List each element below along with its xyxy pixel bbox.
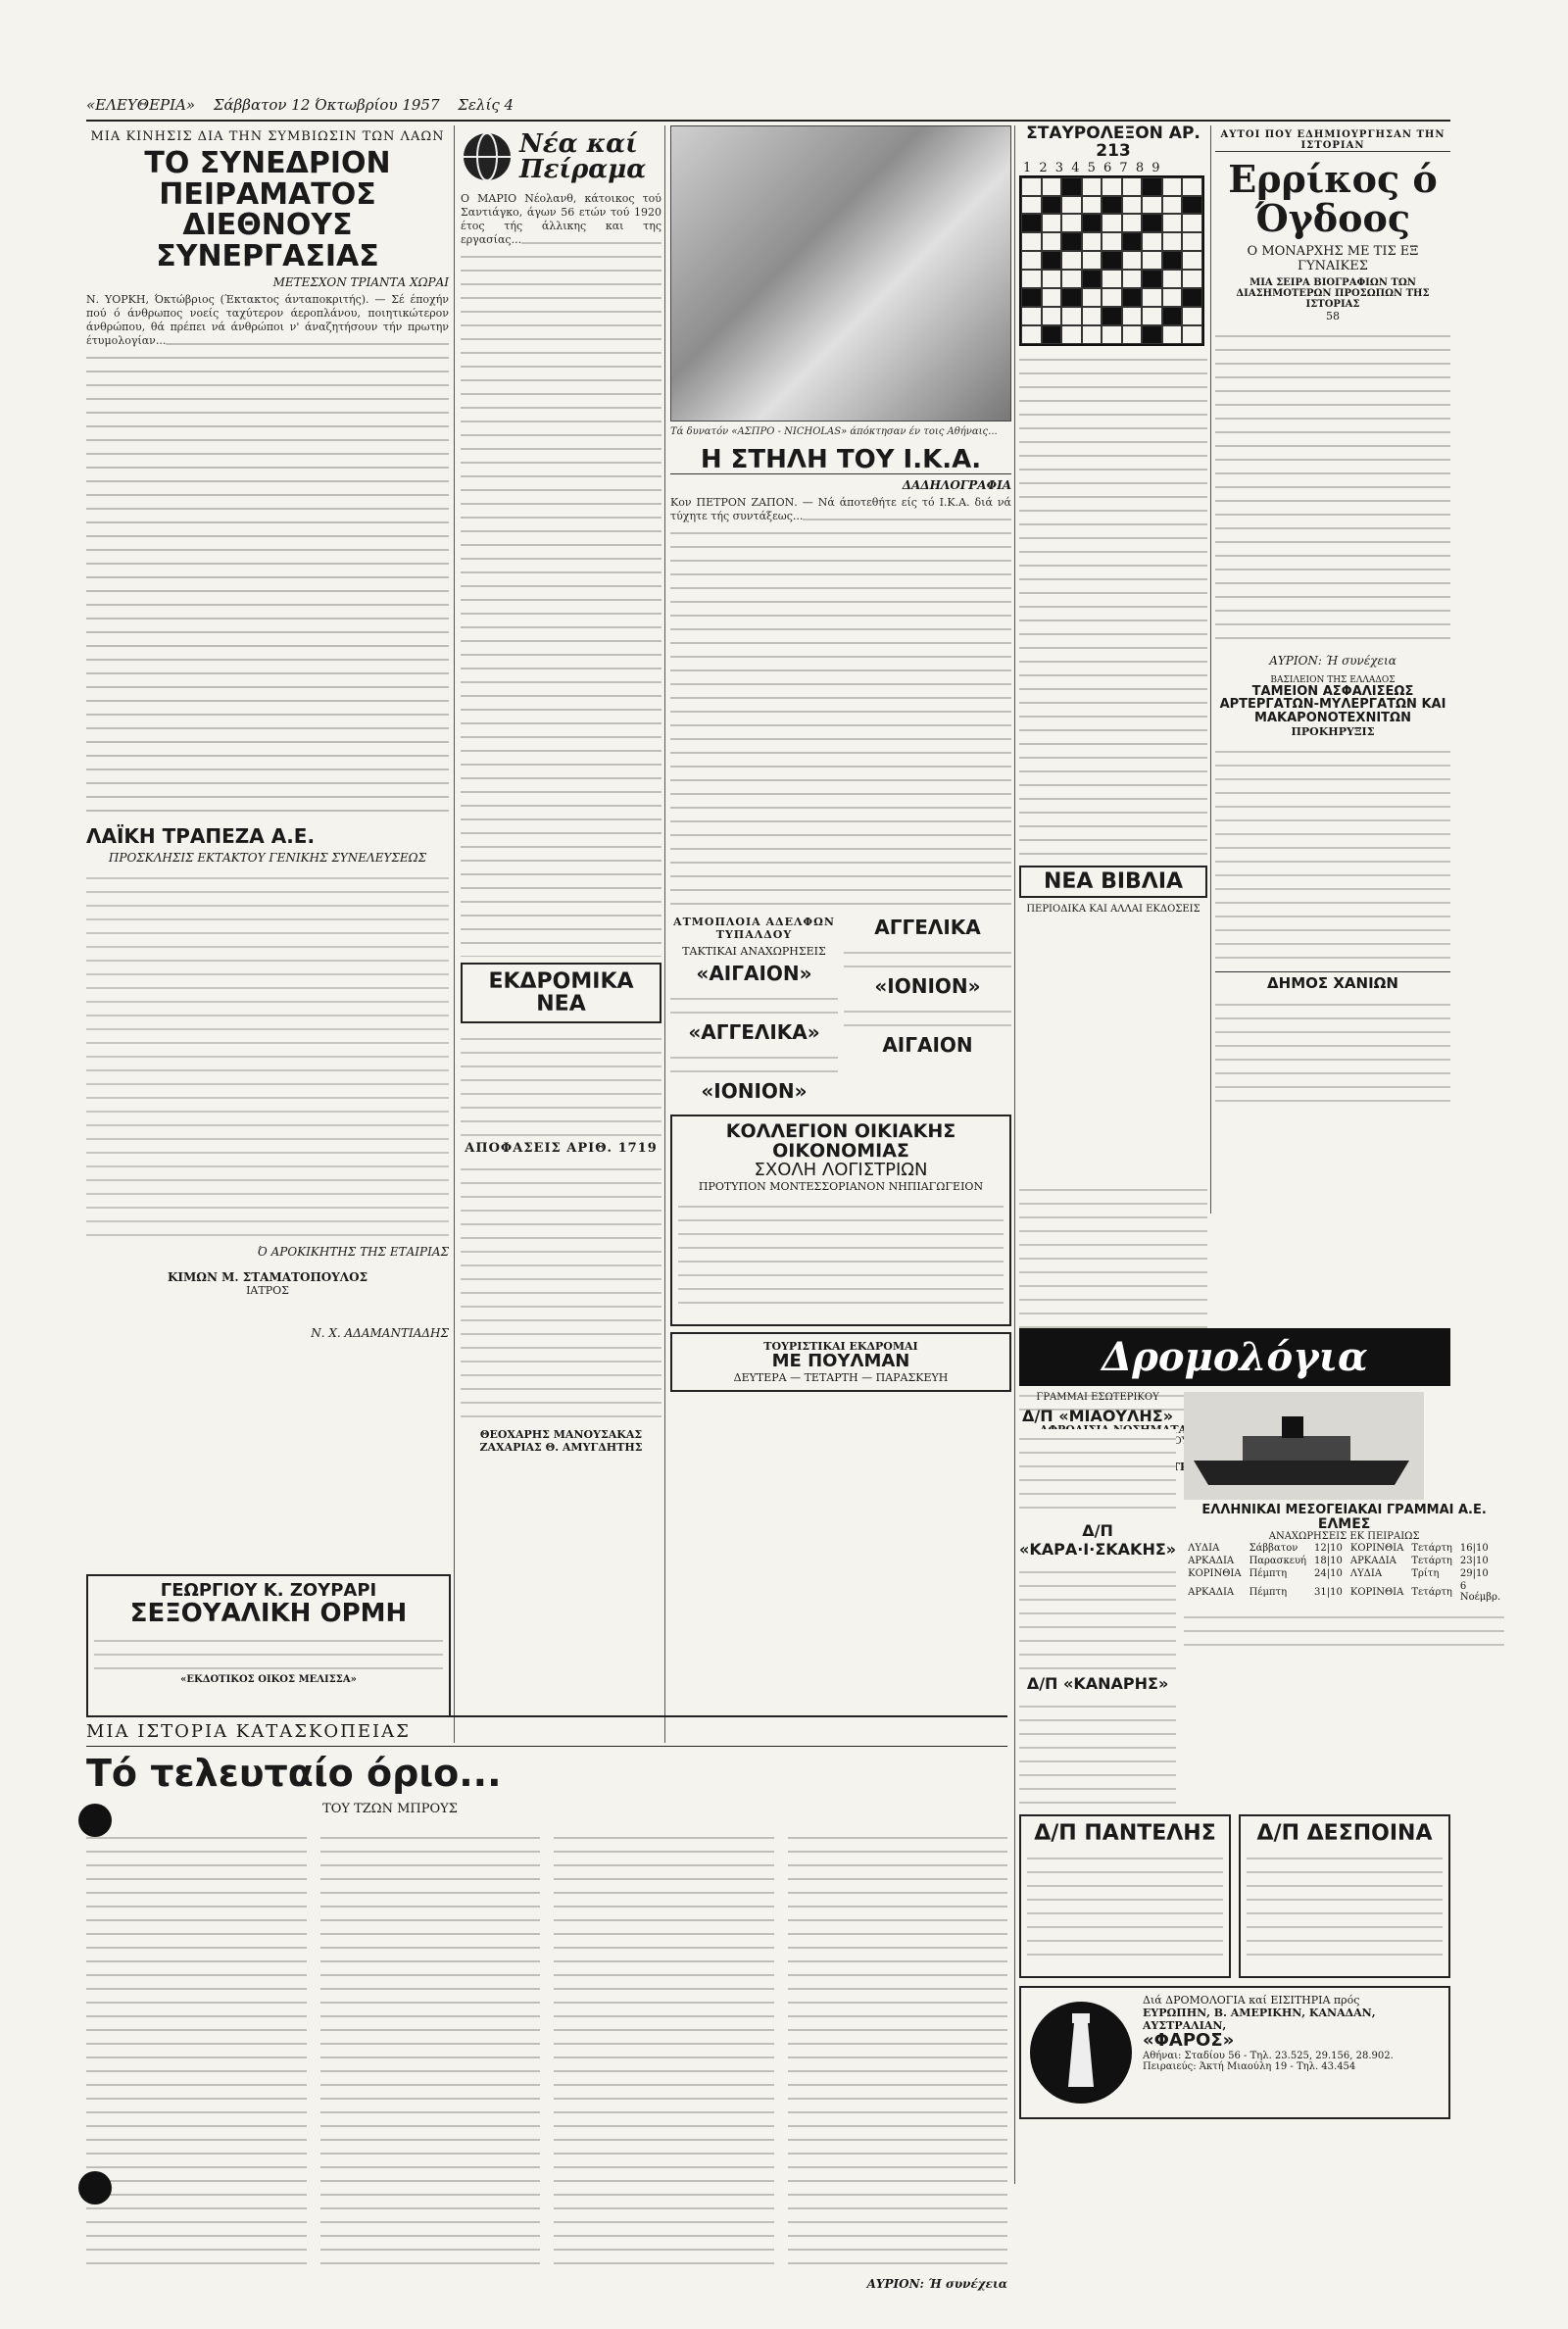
column-title: Η ΣΤΗΛΗ ΤΟΥ Ι.Κ.Α. [670,447,1011,474]
table-row [1184,1542,1504,1555]
pharos-name: «ΦΑΡΟΣ» [1143,2030,1235,2052]
column-subtitle: ΔΑΔΗΛΟΓΡΑΦΙΑ [902,478,1011,493]
column-4 [1019,125,1207,1204]
ferry-pair [1019,1814,1450,1978]
day-cell: Πέμπτη [1249,1568,1288,1580]
ferry-box [1019,1814,1231,1978]
story-title: Τό τελευταίο όριο... [86,1752,502,1795]
story-kicker: ΜΙΑ ΙΣΤΟΡΙΑ ΚΑΤΑΣΚΟΠΕΙΑΣ [86,1721,411,1742]
municipality-title: ΔΗΜΟΣ ΧΑΝΙΩΝ [1215,971,1450,992]
subhead: ΜΕΤΕΣΧΟΝ ΤΡΙΑΝΤΑ ΧΩΡΑΙ [272,275,449,289]
lighthouse-icon [1027,1994,1135,2111]
continued-note: ΑΥΡΙΟΝ: Ή συνέχεια [1269,653,1396,668]
books-subtitle: ΠΕΡΙΟΔΙΚΑ ΚΑΙ ΑΛΛΑΙ ΕΚΔΟΣΕΙΣ [1026,903,1200,915]
day-cell: Παρασκευή [1249,1556,1307,1567]
ship-cell: ΚΟΡΙΝΘΙΑ [1188,1568,1242,1580]
fund-kicker: ΒΑΣΙΛΕΙΟΝ ΤΗΣ ΕΛΛΑΔΟΣ [1270,674,1396,685]
ship-name: Δ/Π «ΚΑΡΑ·Ι·ΣΚΑΚΗΣ» [1019,1521,1177,1559]
day-cell: Τρίτη [1411,1568,1440,1580]
day-cell: Σάββατον [1249,1543,1298,1555]
signature: Ν. Χ. ΑΔΑΜΑΝΤΙΑΔΗΣ [311,1326,449,1340]
story-header [86,1715,1007,1747]
doctor-role: ΙΑΤΡΟΣ [246,1284,289,1297]
fund-body [1215,742,1450,967]
article-text: Ν. ΥΟΡΚΗ, Όκτώβριος (Έκτακτος άνταποκριτής). — Σέ έποχήν πού ό άνθρωπος νοείς ταχύτερον άεροπλάνου, ποιητικώτερον άνθρώπου, θά πρέπει νά άνθρώποι ν' άναζητήσουν τήν πρωτην έτυμολογίαν... [86,293,449,347]
spy-story [86,1715,1007,2304]
article-body [86,293,449,822]
company-short: ΕΛΜΕΣ [1317,1515,1371,1532]
date-cell: 23|10 [1459,1556,1489,1567]
table-row [1184,1567,1504,1580]
bank-sign: Ό ΑΡΟΚΙΚΗΤΗΣ ΤΗΣ ΕΤΑΙΡΙΑΣ [257,1245,449,1259]
date-cell: 16|10 [1459,1543,1489,1555]
headline: ΤΟ ΣΥΝΕΔΡΙΟΝ ΠΕΙΡΑΜΑΤΟΣ ΔΙΕΘΝΟΥΣ ΣΥΝΕΡΓΑΣΙΑΣ [144,146,391,273]
section-title [461,125,662,188]
ad-title: ΣΕΞΟΥΑΛΙΚΗ ΟΡΜΗ [129,1598,408,1628]
doctor-name: ΚΙΜΩΝ Μ. ΣΤΑΜΑΤΟΠΟΥΛΟΣ [167,1270,368,1284]
headline: Ερρίκος ό Όγδοος [1228,157,1438,240]
story-columns [86,1824,1007,2273]
ship-name: Δ/Π «ΚΑΝΑΡΗΣ» [1026,1674,1169,1693]
column-body [670,496,1011,908]
shipping-banner: Δρομολόγια [1019,1328,1450,1386]
ship-cell: ΑΡΚΑΔΙΑ [1349,1556,1396,1567]
story-author: ΤΟΥ ΤΖΩΝ ΜΠΡΟΥΣ [322,1801,458,1816]
crossword-clues [1019,350,1207,860]
municipality-body [1215,995,1450,1103]
ferries-right [844,912,1011,1107]
ad-body [94,1631,443,1670]
ship-info [670,989,838,1016]
ship-cell: ΑΡΚΑΔΙΑ [1188,1586,1235,1598]
ferry-schedule [1027,1849,1223,1966]
college-subtitle: ΣΧΟΛΗ ΛΟΓΙΣΤΡΙΩΝ [754,1160,928,1181]
ship-schedule [1019,1562,1176,1670]
ship-name: «ΑΓΓΕΛΙΚΑ» [688,1020,820,1045]
ship-cell: ΚΟΡΙΝΘΙΑ [1349,1543,1404,1555]
biography-body [1215,326,1450,650]
column-text: Κον ΠΕΤΡΟΝ ΖΑΠΟΝ. — Νά άποτεθήτε είς τό Ι.Κ.Α. διά νά τύχητε τής συντάξεως... [670,496,1011,523]
installment-number: 58 [1326,309,1340,322]
date-cell: 29|10 [1459,1568,1489,1580]
ad-author: ΓΕΩΡΓΙΟΥ Κ. ΖΟΥΡΑΡΙ [160,1580,377,1601]
article-text: Ο ΜΑΡΙΟ Νέολανθ, κάτοικος τού Σαντιάγκο, άγων 56 ετών τού 1920 έτος τής άλλικης και της εργασίας... [461,192,662,246]
column-3 [670,125,1011,1615]
signatory-1: ΘΕΟΧΑΡΗΣ ΜΑΝΟΥΣΑΚΑΣ [479,1428,643,1442]
ship-cell: ΑΡΚΑΔΙΑ [1188,1556,1235,1567]
books-title: ΝΕΑ ΒΙΒΛΙΑ [1043,868,1184,894]
ink-blot [78,1804,112,1837]
issue-date: Σάββατον 12 Όκτωβρίου 1957 [213,96,440,114]
departures-table [1184,1542,1504,1604]
kicker: ΜΙΑ ΚΙΝΗΣΙΣ ΔΙΑ ΤΗΝ ΣΥΜΒΙΩΣΙΝ ΤΩΝ ΛΑΩΝ [90,129,445,144]
pharos-address-2: Πειραιεύς: Άκτή Μιαούλη 19 - Τηλ. 43.454 [1143,2060,1356,2072]
crossword-numbers: 1 2 3 4 5 6 7 8 9 [1023,160,1162,175]
column-rule [454,125,455,1743]
ship-icon [1184,1392,1424,1500]
tour-ad [670,1332,1011,1392]
date-cell: 24|10 [1314,1568,1343,1580]
title-part-b: Πείραμα [519,155,647,184]
college-body [678,1197,1004,1314]
ferries-left [670,912,838,1107]
ship-name: ΑΙΓΑΙΟΝ [882,1033,973,1058]
book-ad [86,1574,451,1717]
crossword-grid [1019,175,1204,346]
column-rule [664,125,665,1743]
mediterranean-lines [1184,1392,1504,1809]
pharos-ad [1019,1986,1450,2119]
ink-blot [78,2171,112,2205]
company-contact [1184,1608,1504,1647]
excursions-title: ΕΚΔΡΟΜΙΚΑ ΝΕΑ [461,963,662,1023]
byline: ΜΙΑ ΣΕΙΡΑ ΒΙΟΓΡΑΦΙΩΝ ΤΩΝ ΔΙΑΣΗΜΟΤΕΡΩΝ ΠΡΟΣΩΠΩΝ ΤΗΣ ΙΣΤΟΡΙΑΣ [1236,276,1430,310]
shipping-section [1019,1328,1501,2308]
ship-schedule [1019,1429,1176,1517]
day-cell: Τετάρτη [1411,1586,1452,1598]
kicker: ΑΥΤΟΙ ΠΟΥ ΕΔΗΜΙΟΥΡΓΗΣΑΝ ΤΗΝ ΙΣΤΟΡΙΑΝ [1215,129,1450,152]
day-cell: Τετάρτη [1411,1556,1452,1567]
bank-body [86,868,449,1241]
paper-name: «ΕΛΕΥΘΕΡΙΑ» [86,96,196,114]
globe-icon [461,130,514,183]
domestic-lines [1019,1392,1176,1809]
subhead: Ο ΜΟΝΑΡΧΗΣ ΜΕ ΤΙΣ ΕΞ ΓΥΝΑΙΚΕΣ [1247,243,1419,273]
ship-cell: ΛΥΔΙΑ [1188,1543,1220,1555]
decision-body [461,1160,662,1424]
tour-subtitle: ΜΕ ΠΟΥΛΜΑΝ [771,1351,910,1372]
page-header [86,96,1450,122]
excursions-body [461,1029,662,1137]
photo-caption: Τά δυνατόν «ΑΣΠΡΟ - NICHOLAS» άπόκτησαν έν τοις Αθήναις... [670,426,998,437]
ferries-block [670,912,1011,1107]
ferries-sub: ΤΑΚΤΙΚΑΙ ΑΝΑΧΩΡΗΣΕΙΣ [682,945,826,959]
date-cell: 18|10 [1314,1556,1343,1567]
ad-publisher: «ΕΚΔΟΤΙΚΟΣ ΟΙΚΟΣ ΜΕΛΙΣΣΑ» [180,1674,357,1686]
bank-title: ΛΑΪΚΗ ΤΡΑΠΕΖΑ Α.Ε. [86,824,316,848]
decision-title: ΑΠΟΦΑΣΕΙΣ ΑΡΙΘ. 1719 [465,1141,658,1157]
ship-name: ΑΓΓΕΛΙΚΑ [874,916,981,940]
story-col [554,1828,774,2269]
news-photo [670,125,1011,421]
books-box [1019,866,1207,898]
title-part-a: Νέα καί [519,129,638,159]
ship-name: «ΑΙΓΑΙΟΝ» [696,962,812,986]
pharos-line: Διά ΔΡΟΜΟΛΟΓΙΑ καί ΕΙΣΙΤΗΡΙΑ πρός [1143,1994,1360,2007]
fund-subtitle: ΠΡΟΚΗΡΥΞΙΣ [1291,724,1375,738]
fund-title: ΤΑΜΕΙΟΝ ΑΣΦΑΛΙΣΕΩΣ ΑΡΤΕΡΓΑΤΩΝ-ΜΥΛΕΡΓΑΤΩΝ ΚΑΙ ΜΑΚΑΡΟΝΟΤΕΧΝΙΤΩΝ [1219,683,1446,726]
date-cell: 31|10 [1314,1586,1343,1598]
ship-cell: ΚΟΡΙΝΘΙΑ [1349,1586,1404,1598]
ship-info [844,1002,1011,1029]
ship-name: Δ/Π «ΜΙΑΟΥΛΗΣ» [1022,1407,1174,1425]
page-number: Σελίς 4 [458,96,514,114]
story-continued: ΑΥΡΙΟΝ: Ή συνέχεια [866,2276,1007,2291]
ship-cell: ΛΥΔΙΑ [1349,1568,1383,1580]
story-col [320,1828,541,2269]
tour-days: ΔΕΥΤΕΡΑ — ΤΕΤΑΡΤΗ — ΠΑΡΑΣΚΕΥΗ [733,1370,949,1384]
ship-info [844,943,1011,970]
ship-info [670,1048,838,1075]
pharos-address: Αθήναι: Σταδίου 56 - Τηλ. 23.525, 29.156, 28.902. [1143,2050,1394,2061]
story-col [788,1828,1008,2269]
company-name: ΕΛΛΗΝΙΚΑΙ ΜΕΣΟΓΕΙΑΚΑΙ ΓΡΑΜΜΑΙ Α.Ε. [1201,1503,1487,1517]
table-row [1184,1580,1504,1604]
crossword-title: ΣΤΑΥΡΟΛΕΞΟΝ ΑΡ. 213 [1026,124,1200,161]
column-1 [86,125,449,1557]
column-2 [461,125,662,1606]
college-ad [670,1115,1011,1326]
tour-title: ΤΟΥΡΙΣΤΙΚΑΙ ΕΚΔΡΟΜΑΙ [763,1340,918,1354]
ferries-head: ΑΤΜΟΠΛΟΙΑ ΑΔΕΛΦΩΝ ΤΥΠΑΛΔΟΥ [673,916,835,942]
column-rule [1014,125,1015,2184]
day-cell: Τετάρτη [1411,1543,1452,1555]
ship-name: «ΙΟΝΙΟΝ» [874,974,981,999]
company-sub: ΑΝΑΧΩΡΗΣΕΙΣ ΕΚ ΠΕΙΡΑΙΩΣ [1268,1531,1420,1543]
bank-subtitle: ΠΡΟΣΚΛΗΣΙΣ ΕΚΤΑΚΤΟΥ ΓΕΝΙΚΗΣ ΣΥΝΕΛΕΥΣΕΩΣ [108,851,427,865]
day-cell: Πέμπτη [1249,1586,1288,1598]
ferry-box [1239,1814,1450,1978]
table-row [1184,1555,1504,1567]
pharos-text [1143,1994,1443,2111]
signatory-2: ΖΑΧΑΡΙΑΣ Θ. ΑΜΥΓΔΗΤΗΣ [479,1441,643,1455]
date-cell: 12|10 [1314,1543,1343,1555]
shipping-top [1019,1392,1501,1809]
ship-name: «ΙΟΝΙΟΝ» [701,1079,808,1104]
ferry-name: Δ/Π ΔΕΣΠΟΙΝΑ [1256,1821,1433,1846]
column-5 [1215,125,1450,1194]
domestic-title: ΓΡΑΜΜΑΙ ΕΣΩΤΕΡΙΚΟΥ [1036,1392,1159,1403]
pharos-destinations: ΕΥΡΩΠΗΝ, Β. ΑΜΕΡΙΚΗΝ, ΚΑΝΑΔΑΝ, ΑΥΣΤΡΑΛΙΑΝ, [1143,2007,1376,2033]
column-rule [1210,125,1211,1214]
ship-schedule [1019,1697,1176,1805]
ferry-schedule [1247,1849,1443,1966]
article-body [461,192,662,957]
date-cell: 6 Νοέμβρ. [1459,1581,1501,1604]
ferry-name: Δ/Π ΠΑΝΤΕΛΗΣ [1034,1821,1216,1846]
story-col [86,1828,307,2269]
college-subtitle-2: ΠΡΟΤΥΠΟΝ ΜΟΝΤΕΣΣΟΡΙΑΝΟΝ ΝΗΠΙΑΓΩΓΕΙΟΝ [698,1180,984,1194]
college-title: ΚΟΛΛΕΓΙΟΝ ΟΙΚΙΑΚΗΣ ΟΙΚΟΝΟΜΙΑΣ [725,1120,956,1163]
